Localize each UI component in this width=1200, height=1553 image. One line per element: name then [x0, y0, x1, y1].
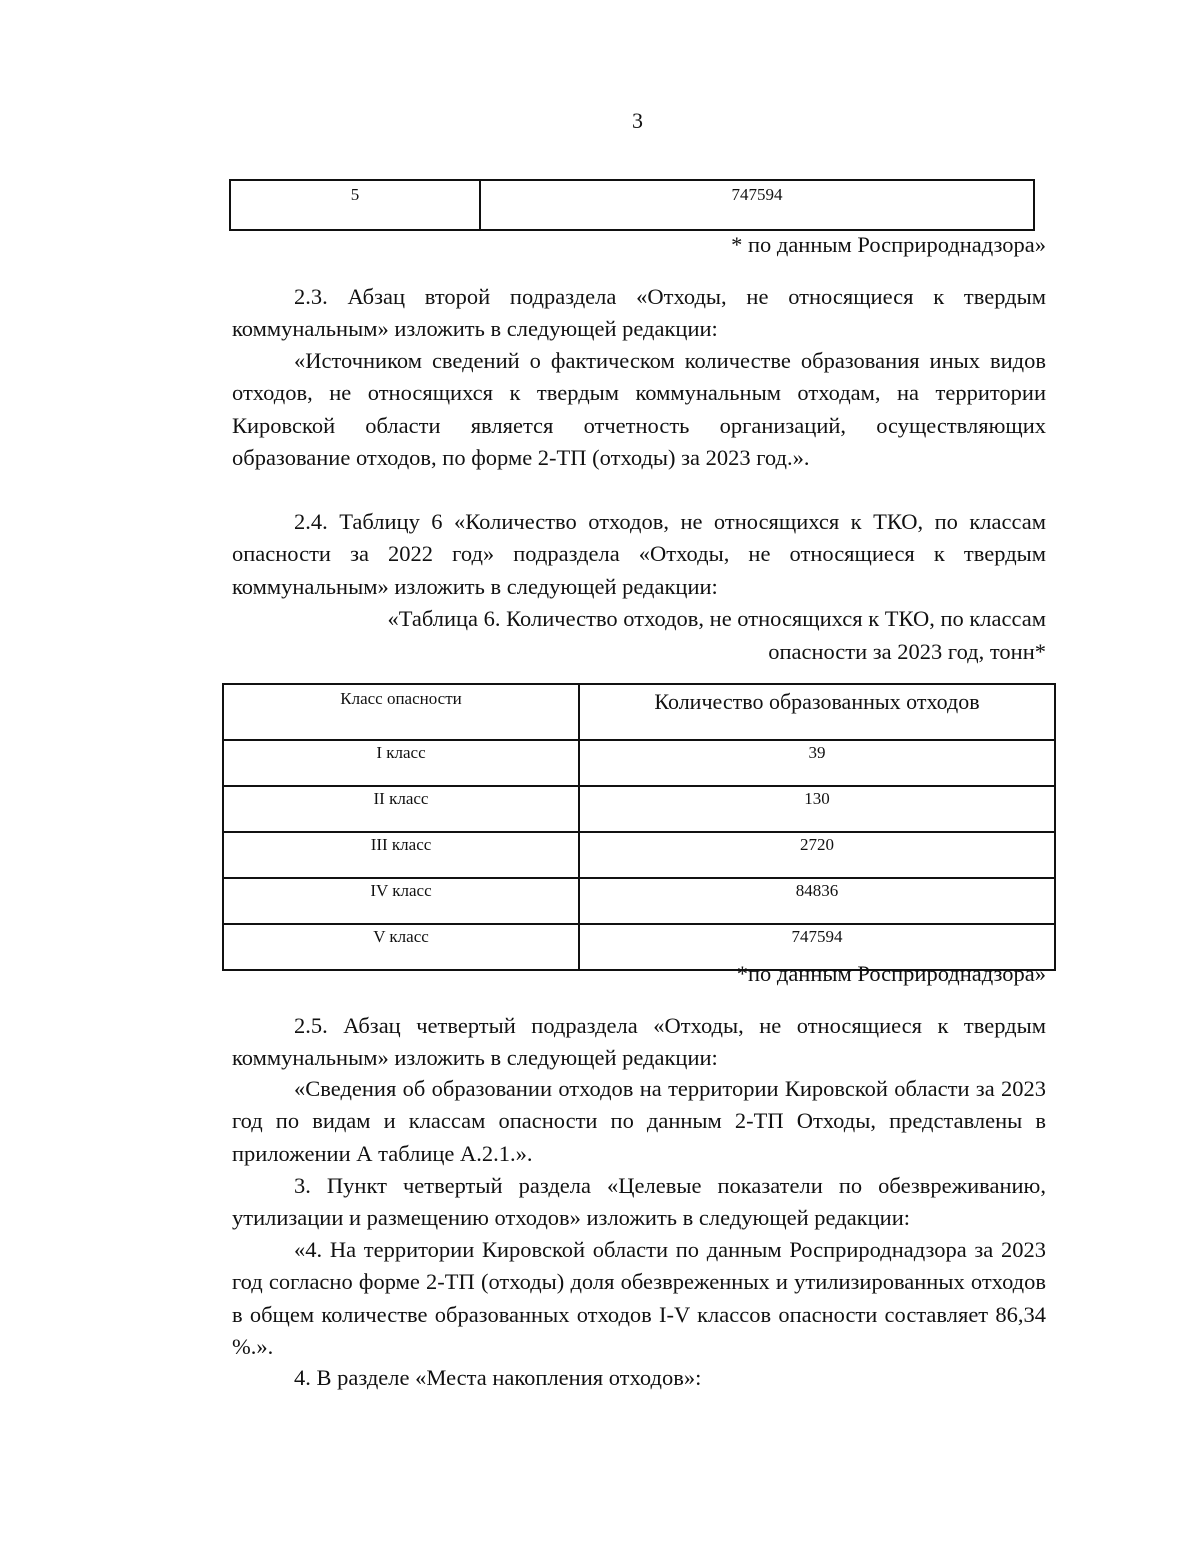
paragraph-quote-2-text: «Сведения об образовании отходов на территории Кировской области за 2023 год по видам и классам опасности по данным 2-ТП Отходы, представлены в приложении А таблице А.2.1.». — [232, 1076, 1046, 1166]
table-row — [223, 786, 1055, 832]
paragraph-2-5-text: 2.5. Абзац четвертый подраздела «Отходы, не относящиеся к твердым коммунальным» изложить в следующей редакции: — [232, 1013, 1046, 1071]
cell-class: V класс — [223, 924, 579, 970]
cell-amount: 747594 — [579, 924, 1055, 970]
header-amount: Количество образованных отходов — [579, 684, 1055, 740]
table6 — [222, 683, 1056, 971]
cell-amount: 84836 — [579, 878, 1055, 924]
table6-caption-line1: «Таблица 6. Количество отходов, не относящихся к ТКО, по классам — [387, 606, 1046, 631]
table-row — [223, 832, 1055, 878]
table6-caption — [232, 603, 1046, 668]
paragraph-2-3 — [232, 281, 1046, 346]
paragraph-quote-3-text: «4. На территории Кировской области по данным Росприроднадзора за 2023 год согласно форме 2-ТП (отходы) доля обезвреженных и утилизированных отходов в общем количестве образованных отходов I-V классов опасности составляет 86,34 %.». — [232, 1237, 1046, 1359]
footnote-source-2: *по данным Росприроднадзора» — [736, 961, 1046, 986]
footnote-source: * по данным Росприроднадзора» — [731, 232, 1046, 257]
table-row — [223, 878, 1055, 924]
table-cell-class: 5 — [230, 180, 480, 230]
paragraph-4-text: 4. В разделе «Места накопления отходов»: — [294, 1365, 702, 1390]
cell-class: II класс — [223, 786, 579, 832]
cell-amount: 130 — [579, 786, 1055, 832]
cell-class: IV класс — [223, 878, 579, 924]
cell-amount: 39 — [579, 740, 1055, 786]
paragraph-2-4-text: 2.4. Таблицу 6 «Количество отходов, не относящихся к ТКО, по классам опасности за 2022 год» подраздела «Отходы, не относящиеся к твердым коммунальным» изложить в следующей редакции: — [232, 509, 1046, 599]
cell-amount: 2720 — [579, 832, 1055, 878]
paragraph-quote-1-text: «Источником сведений о фактическом количестве образования иных видов отходов, не относящихся к твердым коммунальным отходам, на территории Кировской области является отчетность организаций, осуществляющих образование отходов, по форме 2-ТП (отходы) за 2023 год.». — [232, 348, 1046, 470]
table-row — [230, 180, 1034, 230]
paragraph-quote-2 — [232, 1073, 1046, 1170]
paragraph-4 — [232, 1362, 1046, 1394]
table-row — [223, 740, 1055, 786]
paragraph-3 — [232, 1170, 1046, 1235]
table6-caption-line2: опасности за 2023 год, тонн* — [768, 638, 1046, 664]
table-cell-amount: 747594 — [480, 180, 1034, 230]
table-header-row — [223, 684, 1055, 740]
paragraph-quote-1 — [232, 345, 1046, 474]
continuation-table — [229, 179, 1035, 231]
paragraph-2-4 — [232, 506, 1046, 603]
header-class: Класс опасности — [223, 684, 579, 740]
cell-class: I класс — [223, 740, 579, 786]
cell-class: III класс — [223, 832, 579, 878]
paragraph-quote-3 — [232, 1234, 1046, 1363]
paragraph-2-3-text: 2.3. Абзац второй подраздела «Отходы, не относящиеся к твердым коммунальным» изложить в следующей редакции: — [232, 284, 1046, 342]
paragraph-2-5 — [232, 1010, 1046, 1075]
paragraph-3-text: 3. Пункт четвертый раздела «Целевые показатели по обезвреживанию, утилизации и размещению отходов» изложить в следующей редакции: — [232, 1173, 1046, 1231]
page-number: 3 — [632, 108, 643, 133]
